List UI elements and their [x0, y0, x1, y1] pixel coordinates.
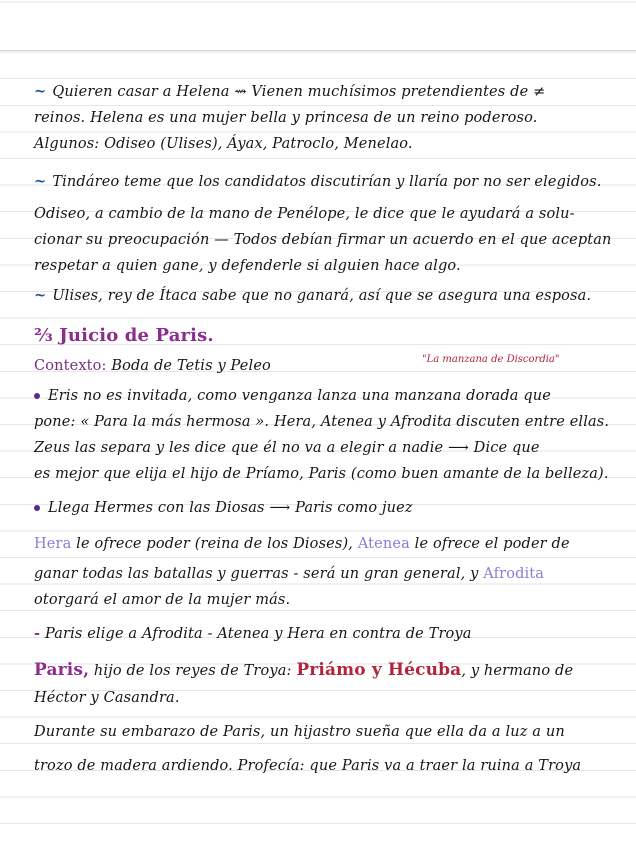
offers-line2 — [34, 564, 620, 584]
p2-line1-text: Tindáreo teme que los candidatos discutirían y llaría por no ser elegidos. — [52, 174, 602, 190]
b2-line1-text: Llega Hermes con las Diosas ⟶ Paris como juez — [48, 500, 413, 516]
side-note: "La manzana de Discordia" — [422, 354, 560, 365]
tilde-bullet-icon: ~ — [34, 173, 47, 190]
p2-line1 — [34, 172, 620, 192]
page-top-rule — [0, 50, 636, 51]
context-label: Contexto: — [34, 358, 107, 374]
offers-line2-text: ganar todas las batallas y guerras - será un gran general, y — [34, 566, 479, 582]
hera-text: le ofrece poder (reina de los Dioses), — [76, 536, 354, 552]
section-title — [34, 326, 620, 346]
section-title-text: ⅔ Juicio de Paris. — [34, 325, 214, 346]
afrodita-label: Afrodita — [483, 566, 545, 582]
paris-line2: Héctor y Casandra. — [34, 690, 180, 706]
b1-line2: pone: « Para la más hermosa ». Hera, Atenea y Afrodita discuten entre ellas. — [34, 414, 610, 430]
p1-line1-text: Quieren casar a Helena ⇝ Vienen muchísimos pretendientes de ≠ — [52, 84, 546, 100]
birth-line1: Durante su embarazo de Paris, un hijastro sueña que ella da a luz a un — [34, 724, 565, 740]
hera-label: Hera — [34, 536, 72, 552]
p2-line2: Odiseo, a cambio de la mano de Penélope, le dice que le ayudará a solu- — [34, 206, 575, 222]
p1-line3: Algunos: Odiseo (Ulises), Áyax, Patroclo, Menelao. — [34, 136, 413, 152]
choice-text: Paris elige a Afrodita - Atenea y Hera en contra de Troya — [44, 626, 472, 642]
birth-line2: trozo de madera ardiendo. Profecía: que Paris va a traer la ruina a Troya — [34, 758, 582, 774]
atenea-label: Atenea — [357, 536, 410, 552]
paris-line1 — [34, 660, 620, 681]
b1-line4: es mejor que elija el hijo de Príamo, Paris (como buen amante de la belleza). — [34, 466, 609, 482]
p2-line4: respetar a quien gane, y defenderle si alguien hace algo. — [34, 258, 461, 274]
p2-line3: cionar su preocupación — Todos debían firmar un acuerdo en el que aceptan — [34, 232, 612, 248]
tilde-bullet-icon: ~ — [34, 287, 47, 304]
p1-line1 — [34, 82, 620, 102]
p3-line1 — [34, 286, 620, 306]
b1-line1 — [34, 386, 620, 406]
atenea-text: le ofrece el poder de — [414, 536, 570, 552]
paris-text1: hijo de los reyes de Troya: — [93, 663, 292, 679]
tilde-bullet-icon: ~ — [34, 83, 47, 100]
offers-line1 — [34, 534, 620, 554]
bullet-dot-icon — [34, 505, 40, 511]
choice-dash: - — [34, 625, 41, 642]
p1-line2: reinos. Helena es una mujer bella y princesa de un reino poderoso. — [34, 110, 538, 126]
b2-line1 — [34, 498, 620, 518]
offers-line3: otorgará el amor de la mujer más. — [34, 592, 291, 608]
paris-text2: , y hermano de — [461, 663, 574, 679]
paris-name: Paris, — [34, 660, 90, 680]
p3-line1-text: Ulises, rey de Ítaca sabe que no ganará, así que se asegura una esposa. — [52, 288, 592, 304]
context-text: Boda de Tetis y Peleo — [111, 358, 271, 374]
choice-line — [34, 624, 620, 644]
bullet-dot-icon — [34, 393, 40, 399]
paris-parents: Priámo y Hécuba — [296, 660, 462, 680]
b1-line1-text: Eris no es invitada, como venganza lanza una manzana dorada que — [48, 388, 551, 404]
b1-line3: Zeus las separa y les dice que él no va a elegir a nadie ⟶ Dice que — [34, 440, 540, 456]
